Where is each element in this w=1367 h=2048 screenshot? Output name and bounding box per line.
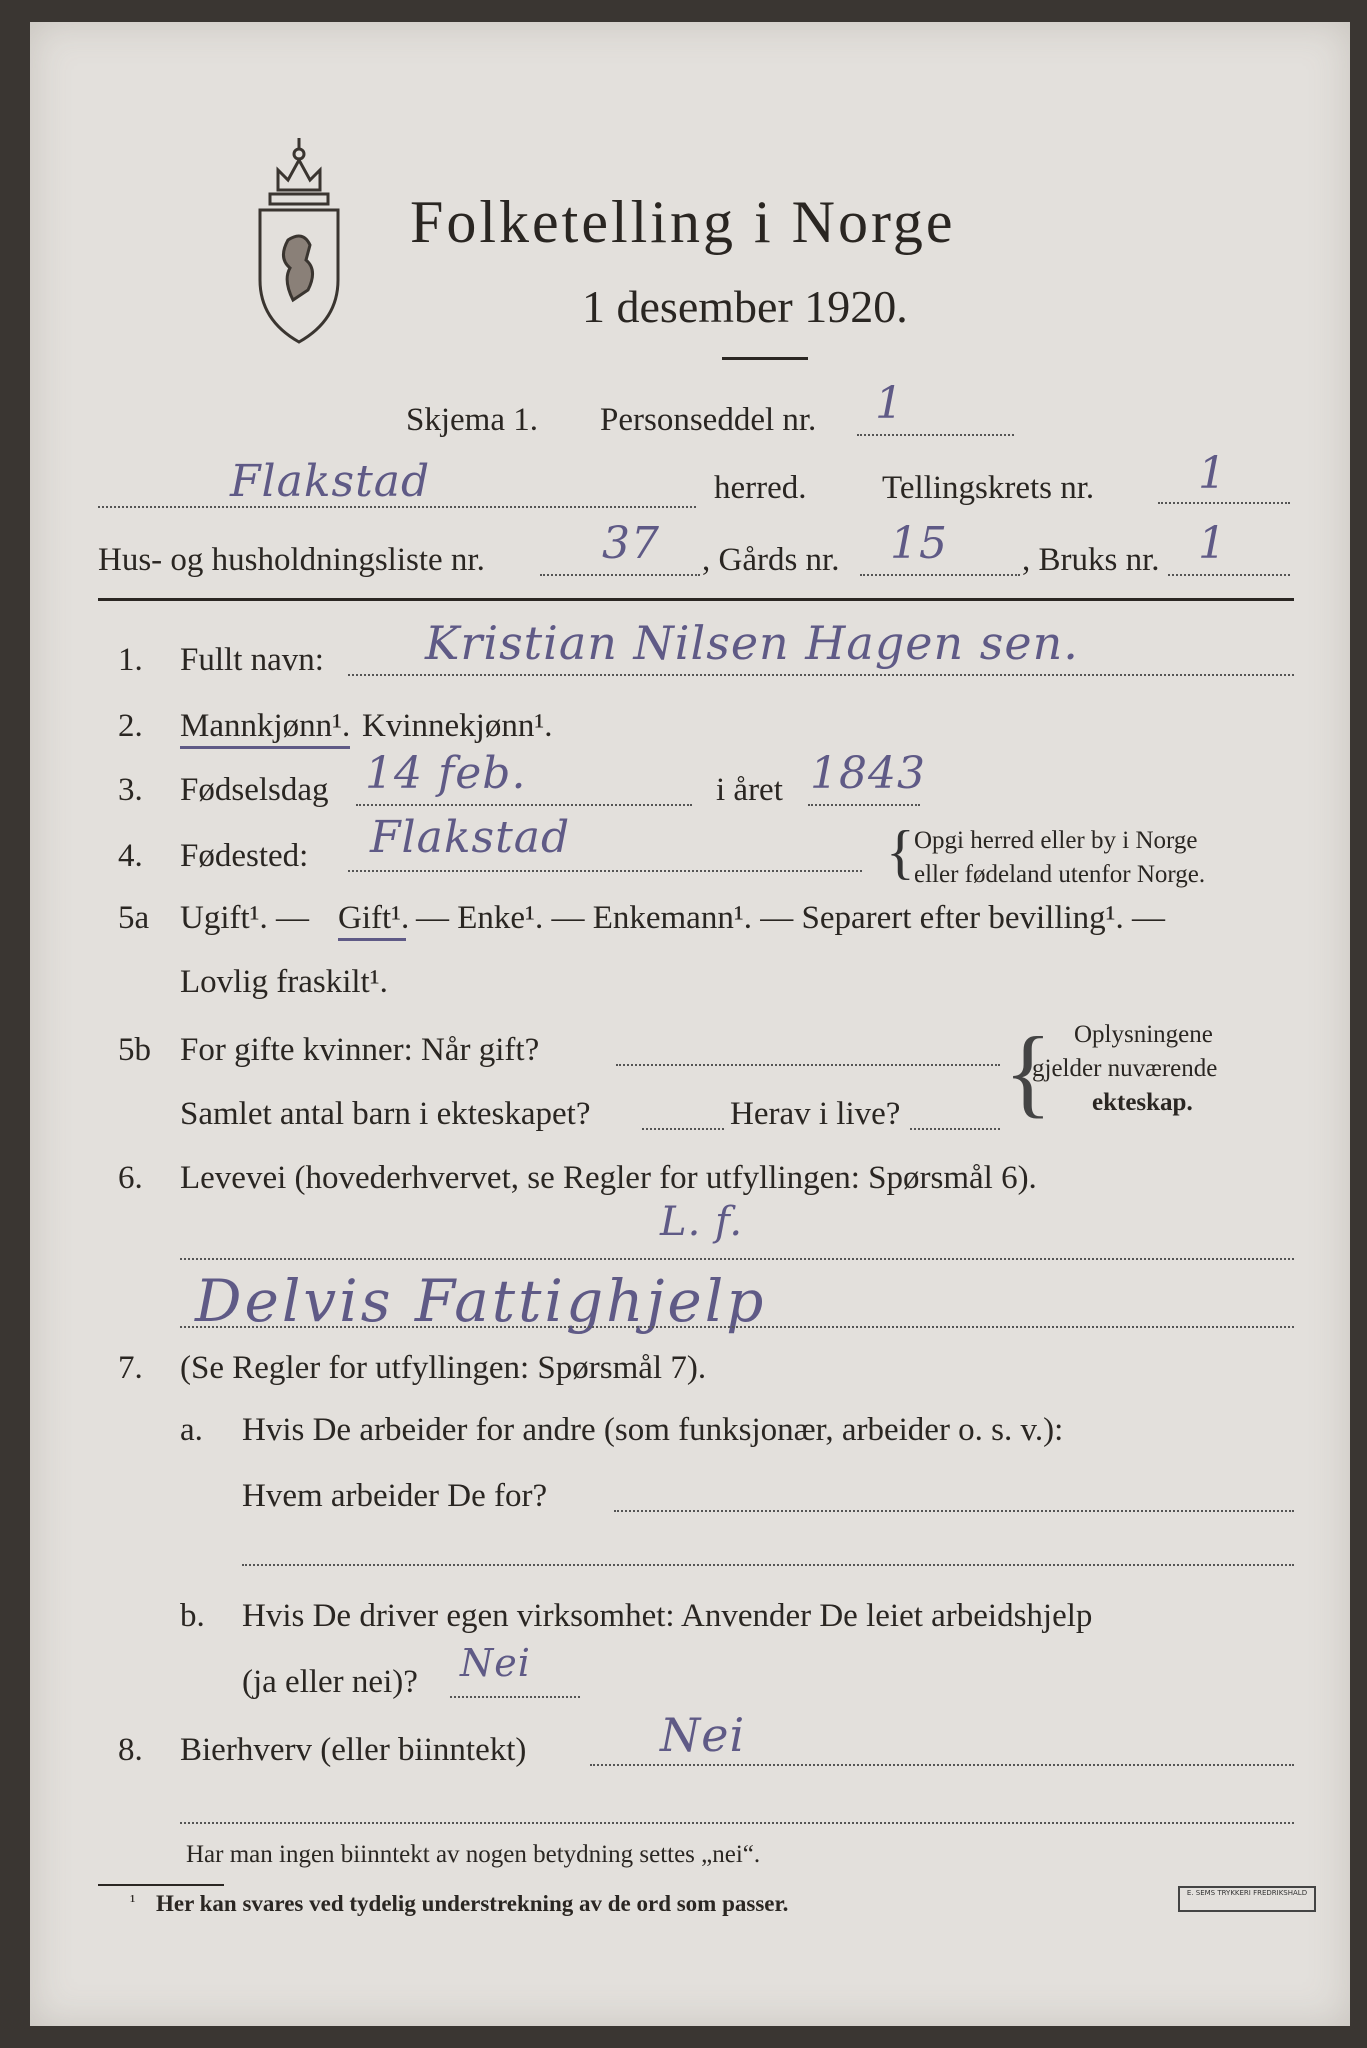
q5a-gift-option: Gift¹.	[338, 900, 410, 936]
q5b-live-line	[910, 1128, 1000, 1130]
title-divider	[722, 357, 808, 360]
footnote-divider	[98, 1884, 224, 1886]
full-name-value: Kristian Nilsen Hagen sen.	[425, 616, 1079, 670]
q7b-letter: b.	[180, 1598, 205, 1634]
birth-date-value: 14 feb.	[365, 748, 527, 799]
q5a-number: 5a	[118, 900, 150, 936]
q3-year-line	[808, 804, 920, 806]
bruks-value: 1	[1198, 518, 1227, 569]
herred-value: Flakstad	[230, 456, 431, 507]
q4-note-line2: eller fødeland utenfor Norge.	[914, 861, 1206, 888]
q6-line1	[180, 1258, 1294, 1260]
q5a-ugift: Ugift¹. —	[180, 900, 310, 936]
printer-stamp	[1178, 1886, 1316, 1912]
biinntekt-note: Har man ingen biinntekt av nogen betydning settes „nei“.	[186, 1841, 761, 1868]
coat-of-arms-icon	[248, 130, 350, 346]
occupation-value: Delvis Fattighjelp	[195, 1267, 767, 1335]
gards-label: , Gårds nr.	[702, 542, 840, 578]
q5b-brace: {	[1004, 1016, 1052, 1127]
q7a-text: Hvis De arbeider for andre (som funksjonær, arbeider o. s. v.):	[242, 1412, 1064, 1448]
printer-stamp-text: E. SEMS TRYKKERI FREDRIKSHALD	[1186, 1889, 1308, 1897]
q4-line	[348, 870, 862, 872]
q7a-letter: a.	[180, 1412, 203, 1448]
q6-line2	[180, 1326, 1294, 1328]
q7b-line	[450, 1696, 580, 1698]
skjema-label: Skjema 1.	[406, 402, 538, 438]
bruks-line	[1168, 574, 1290, 576]
hus-value: 37	[602, 518, 660, 569]
q7a-line2	[242, 1564, 1294, 1566]
q2-male-option: Mannkjønn¹.	[180, 708, 351, 744]
q5b-number: 5b	[118, 1032, 151, 1068]
q5a-fraskilt: Lovlig fraskilt¹.	[180, 964, 388, 1000]
occupation-note: L. f.	[660, 1199, 744, 1245]
birthplace-value: Flakstad	[370, 812, 571, 863]
q3-line	[356, 804, 692, 806]
census-date: 1 desember 1920.	[582, 281, 908, 332]
q5a-other-options: — Enke¹. — Enkemann¹. — Separert efter bevilling¹. —	[416, 900, 1166, 936]
hus-line	[540, 574, 700, 576]
bruks-label: , Bruks nr.	[1022, 542, 1160, 578]
q5b-label: For gifte kvinner: Når gift?	[180, 1032, 540, 1068]
q7-label: (Se Regler for utfyllingen: Spørsmål 7).	[180, 1350, 707, 1386]
herred-label: herred.	[714, 470, 807, 506]
q1-label: Fullt navn:	[180, 642, 324, 678]
q8-line2	[180, 1822, 1294, 1824]
personseddel-line	[857, 434, 1014, 436]
q5b-barn-line	[642, 1128, 724, 1130]
hus-label: Hus- og husholdningsliste nr.	[98, 542, 485, 578]
q7a-who-label: Hvem arbeider De for?	[242, 1478, 548, 1514]
footnote-text: Her kan svares ved tydelig understrekning av de ord som passer.	[156, 1891, 789, 1916]
gards-line	[860, 574, 1020, 576]
q8-number: 8.	[118, 1732, 143, 1768]
q4-number: 4.	[118, 838, 143, 874]
q5b-barn-label: Samlet antal barn i ekteskapet?	[180, 1096, 591, 1132]
q7b-value: Nei	[460, 1641, 531, 1685]
tellingskrets-value: 1	[1198, 448, 1227, 499]
q3-number: 3.	[118, 772, 143, 808]
gift-underline	[338, 938, 406, 941]
male-underline	[180, 746, 350, 749]
herred-line	[98, 506, 696, 508]
q7b-text: Hvis De driver egen virksomhet: Anvender De leiet arbeidshjelp	[242, 1598, 1093, 1634]
form-title: Folketelling i Norge	[410, 189, 956, 255]
gards-value: 15	[890, 518, 948, 569]
q3-label: Fødselsdag	[180, 772, 329, 808]
q6-label: Levevei (hovederhvervet, se Regler for utfyllingen: Spørsmål 6).	[180, 1160, 1037, 1196]
q8-line	[590, 1764, 1294, 1766]
q5b-live-label: Herav i live?	[730, 1096, 901, 1132]
q5b-gift-line	[616, 1064, 1000, 1066]
q8-value: Nei	[660, 1708, 746, 1762]
q2-number: 2.	[118, 708, 143, 744]
footnote-mark: ¹	[130, 1891, 136, 1911]
q1-line	[348, 674, 1294, 676]
q3-year-label: i året	[716, 772, 783, 808]
q5b-note-line1: Oplysningene	[1074, 1021, 1213, 1048]
census-form-page	[30, 22, 1350, 2026]
q2-female-option: Kvinnekjønn¹.	[362, 708, 553, 744]
q5b-note-line2: gjelder nuværende	[1032, 1055, 1218, 1082]
q7-number: 7.	[118, 1350, 143, 1386]
q4-note-line1: Opgi herred eller by i Norge	[914, 827, 1198, 854]
q7b-ja-label: (ja eller nei)?	[242, 1664, 418, 1700]
tellingskrets-line	[1158, 502, 1290, 504]
q8-label: Bierhverv (eller biinntekt)	[180, 1732, 527, 1768]
q1-number: 1.	[118, 642, 143, 678]
tellingskrets-label: Tellingskrets nr.	[882, 470, 1095, 506]
q5b-note-line3: ekteskap.	[1092, 1089, 1193, 1116]
header-divider	[98, 598, 1294, 601]
q6-number: 6.	[118, 1160, 143, 1196]
personseddel-label: Personseddel nr.	[600, 402, 817, 438]
birth-year-value: 1843	[810, 748, 926, 799]
q4-brace: {	[886, 819, 915, 885]
q4-label: Fødested:	[180, 838, 309, 874]
personseddel-value: 1	[875, 378, 904, 429]
q7a-who-line	[614, 1510, 1294, 1512]
